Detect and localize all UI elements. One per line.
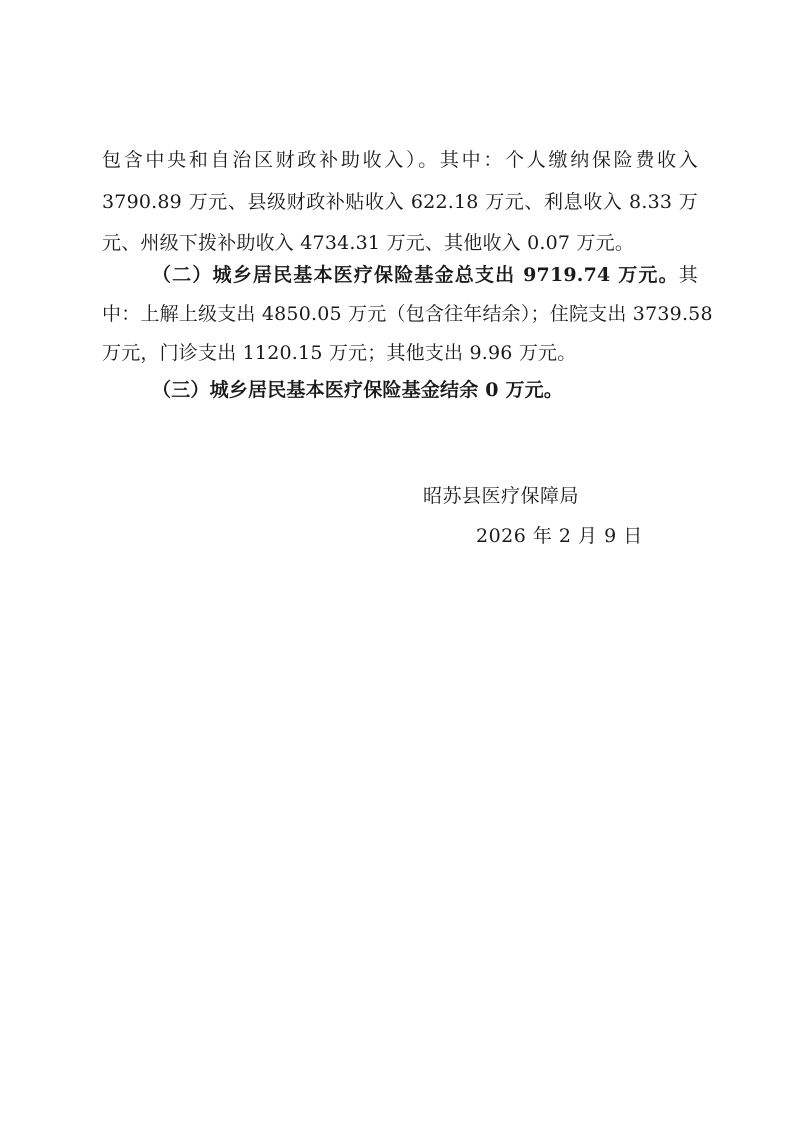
para2-heading: （二）城乡居民基本医疗保险基金总支出 9719.74 万元。 xyxy=(152,264,679,286)
para2-line1-tail: 其 xyxy=(678,264,698,286)
para1-line2: 3790.89 万元、县级财政补贴收入 622.18 万元、利息收入 8.33 万 xyxy=(102,191,698,213)
signature-date: 2026 年 2 月 9 日 xyxy=(476,525,643,547)
para2-line2: 中：上解上级支出 4850.05 万元（包含往年结余）；住院支出 3739.58 xyxy=(102,303,713,325)
para2-line1 xyxy=(152,258,698,292)
para1-line1: 包含中央和自治区财政补助收入）。其中：个人缴纳保险费收入 xyxy=(102,149,698,171)
para1-line3: 元、州级下拨补助收入 4734.31 万元、其他收入 0.07 万元。 xyxy=(102,232,635,254)
para2-line3: 万元，门诊支出 1120.15 万元；其他支出 9.96 万元。 xyxy=(102,342,577,364)
para3-heading: （三）城乡居民基本医疗保险基金结余 0 万元。 xyxy=(152,379,564,401)
para3-line1 xyxy=(152,373,698,407)
signature-organization: 昭苏县医疗保障局 xyxy=(423,485,580,507)
